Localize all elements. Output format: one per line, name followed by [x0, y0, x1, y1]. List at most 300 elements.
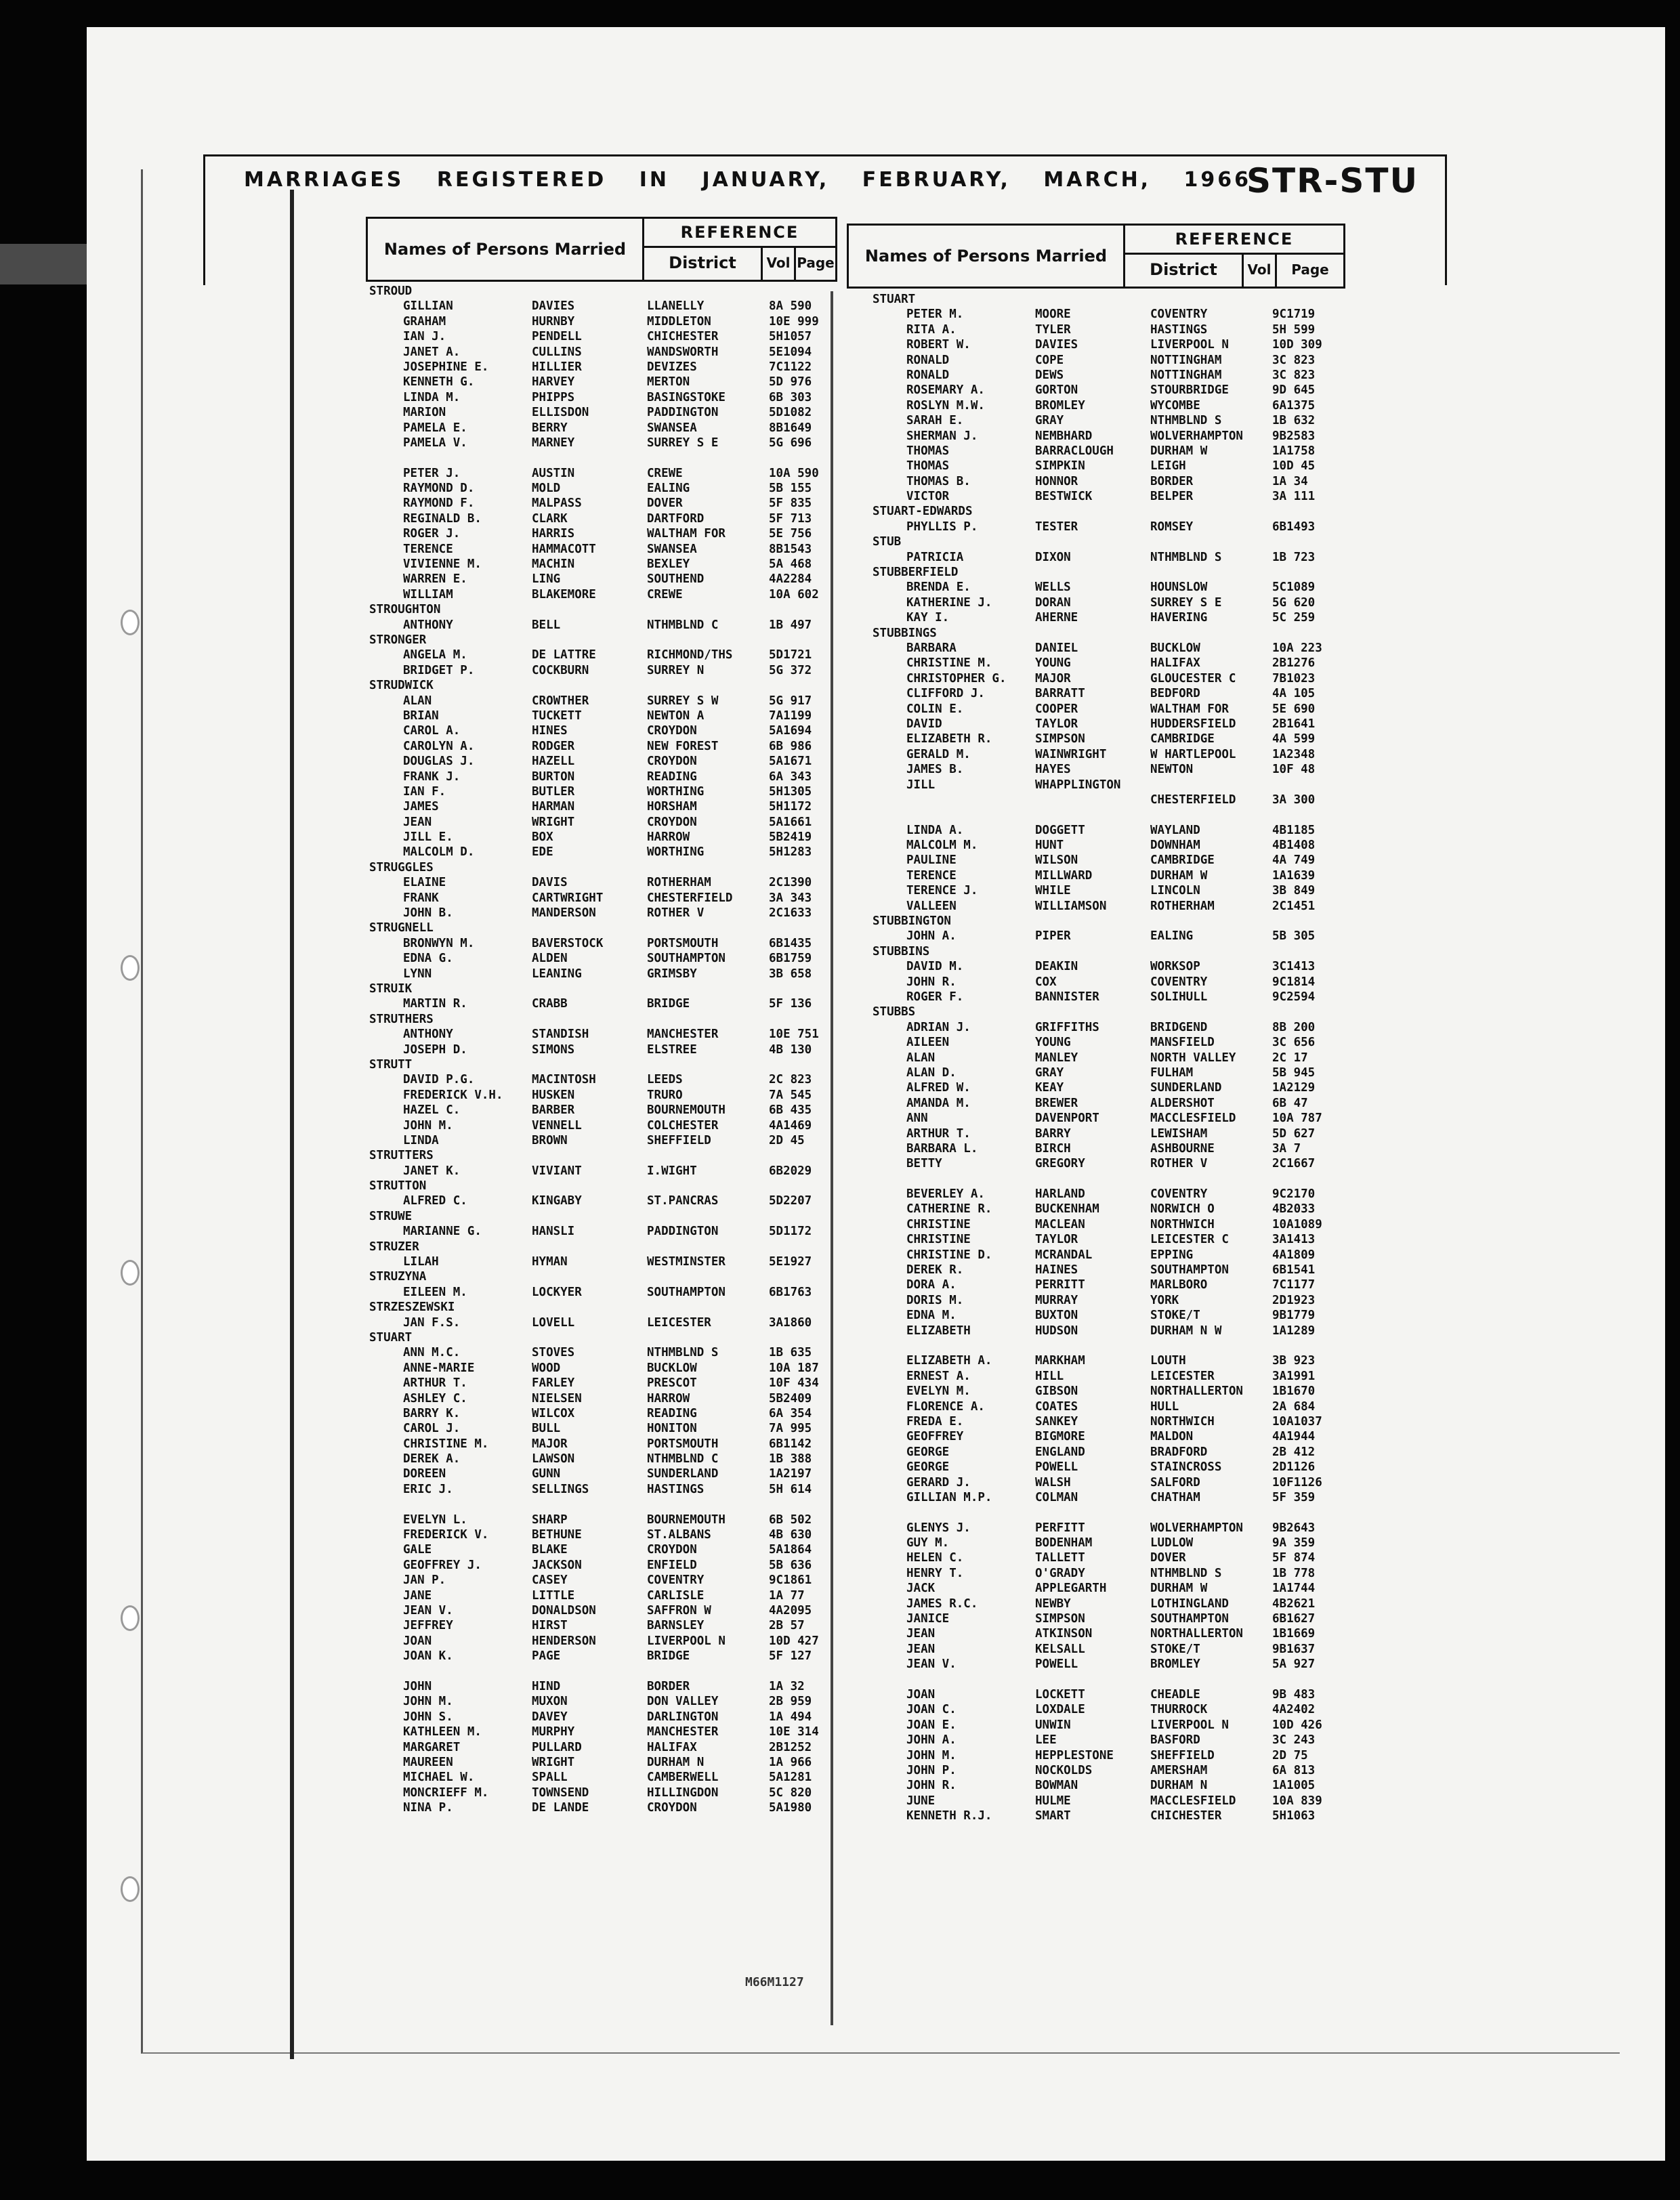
forename: CAROL J. [403, 1422, 461, 1436]
spouse-surname: BLAKEMORE [532, 587, 596, 601]
district: STAINCROSS [1150, 1460, 1222, 1475]
forename: MONCRIEFF M. [403, 1785, 489, 1800]
vol-page: 4A 105 [1272, 687, 1316, 701]
spouse-surname: STOVES [532, 1346, 575, 1360]
spouse-surname: NOCKOLDS [1035, 1763, 1093, 1777]
vol-page: 2A 684 [1272, 1399, 1316, 1414]
vol-page: 5H1057 [769, 330, 812, 344]
spouse-surname: VIVIANT [532, 1164, 582, 1178]
forename: MALCOLM M. [906, 839, 978, 853]
spouse-surname: BODENHAM [1035, 1536, 1093, 1550]
district: FULHAM [1150, 1065, 1194, 1080]
column-header-right [847, 224, 1345, 289]
spouse-surname: GIBSON [1035, 1384, 1078, 1399]
district: LOTHINGLAND [1150, 1596, 1229, 1611]
forename: ARTHUR T. [906, 1126, 971, 1141]
district: ST.ALBANS [647, 1528, 711, 1542]
spouse-surname: HAZELL [532, 755, 575, 769]
vol-page: 6B1493 [1272, 520, 1316, 534]
vol-page: 5A1661 [769, 815, 812, 829]
forename: VIVIENNE M. [403, 557, 482, 572]
forename: JAMES R.C. [906, 1596, 978, 1611]
district: LOUTH [1150, 1354, 1186, 1368]
vol-page: 1B1669 [1272, 1627, 1316, 1641]
spouse-surname: DE LATTRE [532, 648, 596, 662]
district: WYCOMBE [1150, 398, 1200, 412]
spouse-surname: HINES [532, 724, 568, 738]
forename: JEAN [906, 1642, 936, 1656]
spouse-surname: TYLER [1035, 322, 1071, 337]
vol-page: 6A1375 [1272, 398, 1316, 412]
spouse-surname: BROMLEY [1035, 398, 1085, 412]
district: NORTHALLERTON [1150, 1384, 1243, 1399]
district: NORWICH O [1150, 1202, 1215, 1217]
forename: CATHERINE R. [906, 1202, 992, 1217]
district: ST.PANCRAS [647, 1194, 719, 1208]
district: DOVER [1150, 1551, 1186, 1565]
register-page [87, 27, 1665, 2161]
spouse-surname: GRAY [1035, 414, 1064, 428]
surname: STRUGNELL [369, 921, 434, 935]
forename: JEAN [906, 1627, 936, 1641]
spouse-surname: WRIGHT [532, 815, 575, 829]
district: PORTSMOUTH [647, 936, 719, 950]
district: NTHMBLND C [647, 1452, 719, 1466]
district: BORDER [647, 1679, 690, 1693]
forename: CHRISTINE D. [906, 1248, 992, 1262]
district: BELPER [1150, 490, 1194, 504]
spouse-surname: CRABB [532, 997, 568, 1011]
district: NORTH VALLEY [1150, 1051, 1236, 1065]
spouse-surname: HARLAND [1035, 1187, 1085, 1202]
forename: MALCOLM D. [403, 845, 475, 860]
vol-page: 1A 77 [769, 1588, 805, 1603]
vol-page: 1B 723 [1272, 550, 1316, 564]
forename: CHRISTINE [906, 1233, 971, 1247]
forename: JOAN [403, 1634, 432, 1648]
spouse-surname: WALSH [1035, 1475, 1071, 1489]
surname: STRUIK [369, 981, 413, 996]
forename: JAMES B. [906, 763, 964, 777]
forename: DORIS M. [906, 1293, 964, 1307]
vol-page: 10A 839 [1272, 1794, 1322, 1808]
district: LEIGH [1150, 459, 1186, 473]
forename: GEORGE [906, 1445, 950, 1459]
forename: EVELYN L. [403, 1512, 467, 1527]
forename: JOAN K. [403, 1649, 453, 1664]
forename: WILLIAM [403, 587, 453, 601]
spouse-surname: BOWMAN [1035, 1779, 1078, 1793]
spouse-surname: BUTLER [532, 784, 575, 799]
vol-page: 5E1927 [769, 1255, 812, 1269]
vol-page: 5A1864 [769, 1543, 812, 1557]
forename: AILEEN [906, 1036, 950, 1050]
district: W HARTLEPOOL [1150, 747, 1236, 761]
district: SHEFFIELD [647, 1133, 711, 1147]
spouse-surname: HARRIS [532, 527, 575, 541]
spouse-surname: BREWER [1035, 1096, 1078, 1110]
spouse-surname: BURTON [532, 769, 575, 784]
spouse-surname: NEMBHARD [1035, 429, 1093, 443]
district: BASFORD [1150, 1733, 1200, 1748]
surname: STRUTTERS [369, 1149, 434, 1163]
spouse-surname: HONNOR [1035, 474, 1078, 488]
spouse-surname: PIPER [1035, 929, 1071, 944]
district: DON VALLEY [647, 1695, 719, 1709]
district: NEW FOREST [647, 739, 719, 753]
spouse-surname: YOUNG [1035, 656, 1071, 671]
district: PADDINGTON [647, 1225, 719, 1239]
forename: BRENDA E. [906, 580, 971, 595]
forename: KATHERINE J. [906, 595, 992, 610]
vol-page: 6B1759 [769, 952, 812, 966]
vol-page: 1B 635 [769, 1346, 812, 1360]
district: WORTHING [647, 845, 705, 860]
district: BASINGSTOKE [647, 390, 726, 404]
spouse-surname: PULLARD [532, 1740, 582, 1754]
district: SOLIHULL [1150, 990, 1208, 1004]
district: CAMBRIDGE [1150, 853, 1215, 868]
spouse-surname: PAGE [532, 1649, 561, 1664]
district: BRIDGEND [1150, 1020, 1208, 1034]
spouse-surname: DAVIES [532, 299, 575, 314]
forename: TERENCE [906, 868, 957, 883]
surname: STUBBINGTON [873, 914, 951, 929]
spouse-surname: EDE [532, 845, 553, 860]
district: BRIDGE [647, 997, 690, 1011]
forename: MARTIN R. [403, 997, 467, 1011]
district: SHEFFIELD [1150, 1748, 1215, 1762]
district: COVENTRY [1150, 308, 1208, 322]
spouse-surname: MOLD [532, 482, 561, 496]
district: HARROW [647, 1391, 690, 1405]
spouse-surname: LEANING [532, 967, 582, 981]
vol-page: 2B 57 [769, 1619, 805, 1633]
footer-code: M66M1127 [745, 1975, 804, 1989]
vol-page: 10A 590 [769, 466, 819, 480]
forename: ROBERT W. [906, 338, 971, 352]
spouse-surname: HARVEY [532, 375, 575, 389]
forename: ELIZABETH A. [906, 1354, 992, 1368]
forename: JOHN A. [906, 1733, 957, 1748]
surname: STRUTHERS [369, 1012, 434, 1026]
vol-page: 1A 32 [769, 1679, 805, 1693]
forename: PETER M. [906, 308, 964, 322]
spouse-surname: VENNELL [532, 1118, 582, 1133]
forename: JOAN [906, 1688, 936, 1701]
district: COLCHESTER [647, 1118, 719, 1133]
spouse-surname: WILLIAMSON [1035, 899, 1107, 913]
forename: ELAINE [403, 876, 446, 890]
spouse-surname: COPE [1035, 353, 1064, 367]
vol-page: 5H 599 [1272, 322, 1316, 337]
district: PRESCOT [647, 1376, 697, 1391]
spouse-surname: O'GRADY [1035, 1566, 1085, 1580]
spouse-surname: MANLEY [1035, 1051, 1078, 1065]
spouse-surname: NEWBY [1035, 1596, 1071, 1611]
column-divider [831, 291, 833, 2025]
forename: ROSEMARY A. [906, 383, 985, 398]
spouse-surname: ELLISDON [532, 406, 589, 420]
spouse-surname: GREGORY [1035, 1157, 1085, 1171]
forename: LINDA A. [906, 823, 964, 837]
district: WAYLAND [1150, 823, 1200, 837]
district: SOUTHAMPTON [1150, 1263, 1229, 1277]
vol-page: 9C1719 [1272, 308, 1316, 322]
district: ROTHERHAM [1150, 899, 1215, 913]
spouse-surname: TOWNSEND [532, 1785, 589, 1800]
vol-page: 10A 787 [1272, 1112, 1322, 1126]
forename: DORA A. [906, 1278, 957, 1292]
vol-page: 5A1980 [769, 1801, 812, 1815]
district: CHATHAM [1150, 1490, 1200, 1504]
forename: RAYMOND F. [403, 496, 475, 511]
forename: ELIZABETH [906, 1324, 971, 1338]
forename: JANICE [906, 1612, 950, 1626]
district: HOUNSLOW [1150, 580, 1208, 595]
spouse-surname: KEAY [1035, 1081, 1064, 1095]
vol-page: 10D 309 [1272, 338, 1322, 352]
district: LIVERPOOL N [1150, 1718, 1229, 1732]
district: BROMLEY [1150, 1657, 1200, 1672]
spouse-surname: BLAKE [532, 1543, 568, 1557]
district: MERTON [647, 375, 690, 389]
surname: STUBBINGS [873, 626, 937, 640]
forename: LYNN [403, 967, 432, 981]
vol-page: 6B 47 [1272, 1096, 1308, 1110]
vol-page: 2C 17 [1272, 1051, 1308, 1065]
district: BEXLEY [647, 557, 690, 572]
spouse-surname: HILLIER [532, 360, 582, 374]
forename: BETTY [906, 1157, 942, 1171]
spouse-surname: ATKINSON [1035, 1627, 1093, 1641]
vol-page: 5F 874 [1272, 1551, 1316, 1565]
spouse-surname: HAINES [1035, 1263, 1078, 1277]
district: CAMBRIDGE [1150, 732, 1215, 746]
vol-page: 5E 756 [769, 527, 812, 541]
forename: LINDA [403, 1133, 439, 1147]
forename: ANTHONY [403, 1028, 453, 1042]
district: DURHAM W [1150, 1582, 1208, 1596]
forename: BARRY K. [403, 1406, 461, 1420]
forename: JAN F.S. [403, 1315, 461, 1330]
spouse-surname: CASEY [532, 1573, 568, 1588]
spouse-surname: TUCKETT [532, 708, 582, 723]
spouse-surname: COCKBURN [532, 663, 589, 677]
spouse-surname: CULLINS [532, 345, 582, 359]
vol-page: 2C1390 [769, 876, 812, 890]
forename: DEREK R. [906, 1263, 964, 1277]
spouse-surname: BANNISTER [1035, 990, 1099, 1004]
vol-page: 7C1122 [769, 360, 812, 374]
vol-page: 2B1641 [1272, 717, 1316, 731]
district: EALING [1150, 929, 1194, 944]
vol-page: 2D 75 [1272, 1748, 1308, 1762]
forename: TERENCE J. [906, 884, 978, 898]
district: NEWTON [1150, 763, 1194, 777]
district: MARLBORO [1150, 1278, 1208, 1292]
vol-page: 10E 999 [769, 314, 819, 329]
forename: MARION [403, 406, 446, 420]
district: PADDINGTON [647, 406, 719, 420]
vol-page: 3C 243 [1272, 1733, 1316, 1748]
vol-page: 5E 690 [1272, 702, 1316, 716]
spouse-surname: TESTER [1035, 520, 1078, 534]
vol-page: 3A 300 [1272, 792, 1316, 807]
forename: HENRY T. [906, 1566, 964, 1580]
district: AMERSHAM [1150, 1763, 1208, 1777]
spouse-surname: POWELL [1035, 1460, 1078, 1475]
district: LEICESTER [1150, 1369, 1215, 1383]
vol-page: 4A1944 [1272, 1430, 1316, 1444]
surname: STROUGHTON [369, 603, 441, 617]
vol-page: 3B 923 [1272, 1354, 1316, 1368]
spouse-surname: MACHIN [532, 557, 575, 572]
vol-page: 2C1667 [1272, 1157, 1316, 1171]
forename: THOMAS [906, 459, 950, 473]
forename: KENNETH R.J. [906, 1809, 992, 1823]
forename: DAVID [906, 717, 942, 731]
vol-page: 9B2583 [1272, 429, 1316, 443]
vol-page: 5E1094 [769, 345, 812, 359]
vol-page: 10A 602 [769, 587, 819, 601]
forename: ALFRED C. [403, 1194, 467, 1208]
vol-page: 6B 986 [769, 739, 812, 753]
district: CAMBERWELL [647, 1771, 719, 1785]
spouse-surname: HUNT [1035, 839, 1064, 853]
district: BRIDGE [647, 1649, 690, 1664]
vol-page: 10D 426 [1272, 1718, 1322, 1732]
forename: BARBARA [906, 641, 957, 655]
district: COVENTRY [1150, 1187, 1208, 1202]
forename: NINA P. [403, 1801, 453, 1815]
title-word: MARCH, [1043, 168, 1152, 192]
forename: JEAN V. [906, 1657, 957, 1672]
spouse-surname: HULME [1035, 1794, 1071, 1808]
vol-page: 5D1082 [769, 406, 812, 420]
forename: KAY I. [906, 611, 950, 625]
district: HULL [1150, 1399, 1179, 1414]
vol-page: 7C1177 [1272, 1278, 1316, 1292]
forename: CAROLYN A. [403, 739, 475, 753]
forename: LILAH [403, 1255, 439, 1269]
district: CROYDON [647, 815, 697, 829]
forename: THOMAS B. [906, 474, 971, 488]
district: WALTHAM FOR [647, 527, 726, 541]
spouse-surname: STANDISH [532, 1028, 589, 1042]
district-header: District [1125, 255, 1244, 287]
district: CHEADLE [1150, 1688, 1200, 1701]
forename: GUY M. [906, 1536, 950, 1550]
forename: ALAN [906, 1051, 936, 1065]
vol-page: 4B2621 [1272, 1596, 1316, 1611]
district: DURHAM N [1150, 1779, 1208, 1793]
forename: FREDERICK V.H. [403, 1088, 503, 1102]
vol-page: 3C 823 [1272, 353, 1316, 367]
vol-page: 4A 599 [1272, 732, 1316, 746]
vol-page: 8A 590 [769, 299, 812, 314]
vol-page: 3A1413 [1272, 1233, 1316, 1247]
district: STOURBRIDGE [1150, 383, 1229, 398]
spouse-surname: GORTON [1035, 383, 1078, 398]
forename: JOHN M. [403, 1118, 453, 1133]
spouse-surname: TAYLOR [1035, 717, 1078, 731]
forename: BEVERLEY A. [906, 1187, 985, 1202]
spouse-surname: COLMAN [1035, 1490, 1078, 1504]
forename: GERARD J. [906, 1475, 971, 1489]
surname: STRONGER [369, 633, 427, 647]
forename: RONALD [906, 353, 950, 367]
spouse-surname: DOGGETT [1035, 823, 1085, 837]
forename: AMANDA M. [906, 1096, 971, 1110]
district: NTHMBLND S [647, 1346, 719, 1360]
forename: JANET K. [403, 1164, 461, 1178]
spouse-surname: DAVIS [532, 876, 568, 890]
forename: BRIDGET P. [403, 663, 475, 677]
spouse-surname: DORAN [1035, 595, 1071, 610]
district: GLOUCESTER C [1150, 671, 1236, 685]
vol-page: 5G 696 [769, 436, 812, 450]
surname: STRUGGLES [369, 860, 434, 874]
district: WANDSWORTH [647, 345, 719, 359]
vol-page: 2C 823 [769, 1073, 812, 1087]
district: SUNDERLAND [647, 1467, 719, 1481]
title-word: 1966 [1183, 168, 1252, 192]
vol-page: 6B 435 [769, 1103, 812, 1118]
district: READING [647, 769, 697, 784]
forename: CHRISTOPHER G. [906, 671, 1007, 685]
forename: JILL [906, 778, 936, 792]
district-header: District [644, 248, 763, 280]
punch-hole [121, 1260, 140, 1286]
vol-page: 1B 778 [1272, 1566, 1316, 1580]
vol-page: 1B1670 [1272, 1384, 1316, 1399]
district: NTHMBLND C [647, 618, 719, 632]
page-frame [141, 169, 1620, 2054]
forename: ANNE-MARIE [403, 1361, 475, 1375]
vol-page: 5H1172 [769, 800, 812, 814]
district: WALTHAM FOR [1150, 702, 1229, 716]
district: MALDON [1150, 1430, 1194, 1444]
forename: JUNE [906, 1794, 936, 1808]
vol-page: 1B 632 [1272, 414, 1316, 428]
spouse-surname: WOOD [532, 1361, 561, 1375]
vol-page: 10A1037 [1272, 1414, 1322, 1429]
spouse-surname: WILCOX [532, 1406, 575, 1420]
spouse-surname: BARRACLOUGH [1035, 444, 1114, 458]
spouse-surname: TALLETT [1035, 1551, 1085, 1565]
spouse-surname: MALPASS [532, 496, 582, 511]
spouse-surname: MUXON [532, 1695, 568, 1709]
district: I.WIGHT [647, 1164, 697, 1178]
vol-page: 5F 136 [769, 997, 812, 1011]
spouse-surname: PERFITT [1035, 1521, 1085, 1535]
vol-page: 5D1721 [769, 648, 812, 662]
district: ALDERSHOT [1150, 1096, 1215, 1110]
spouse-surname: HIRST [532, 1619, 568, 1633]
vol-page: 5D1172 [769, 1225, 812, 1239]
district: THURROCK [1150, 1703, 1208, 1717]
spouse-surname: HYMAN [532, 1255, 568, 1269]
district: TRURO [647, 1088, 683, 1102]
district: HASTINGS [1150, 322, 1208, 337]
spouse-surname: MACINTOSH [532, 1073, 596, 1087]
forename: JAMES [403, 800, 439, 814]
forename: JOHN [403, 1679, 432, 1693]
vol-page: 5G 372 [769, 663, 812, 677]
vol-page: 6B1541 [1272, 1263, 1316, 1277]
forename: HAZEL C. [403, 1103, 461, 1118]
